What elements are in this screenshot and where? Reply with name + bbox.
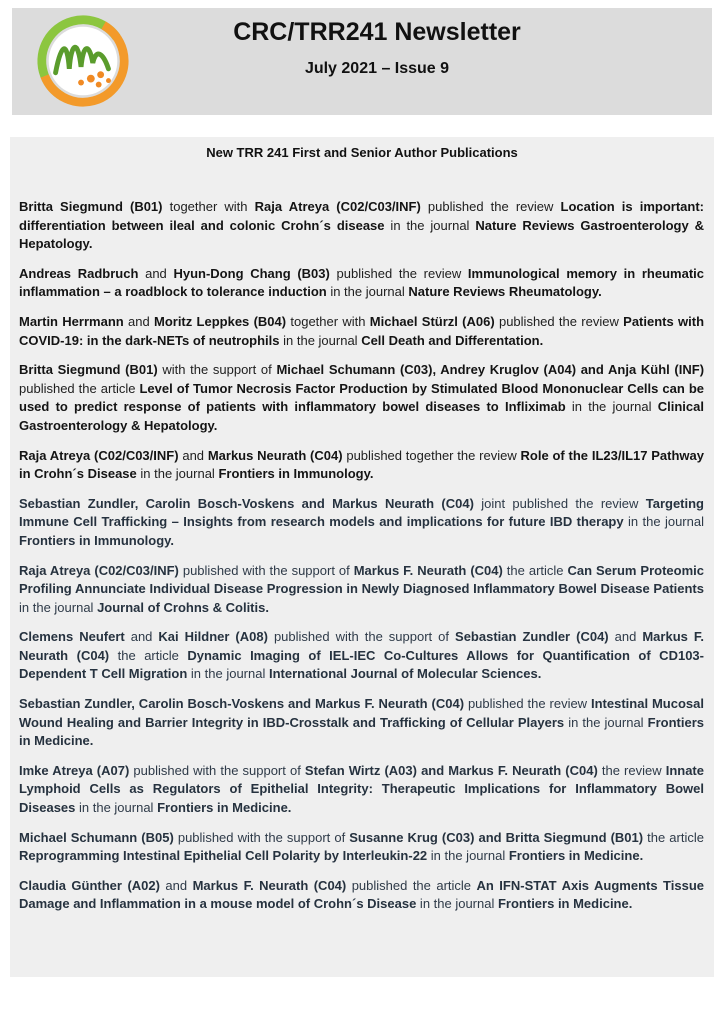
publication-bold-text: Frontiers in Medicine. xyxy=(497,896,633,912)
publication-bold-text: Britta Siegmund (B01) xyxy=(19,199,163,214)
publication-bold-text: Sebastian Zundler, Carolin Bosch-Voskens and Markus F. Neurath (C04) xyxy=(19,696,465,712)
publication-entry xyxy=(19,562,704,618)
publication-text: published the review xyxy=(494,313,624,329)
publication-bold-text: Reprogramming Intestinal Epithelial Cell Polarity by Interleukin-22 xyxy=(19,848,428,864)
publication-text: published with the support of xyxy=(173,829,350,845)
newsletter-title: CRC/TRR241 Newsletter xyxy=(233,18,521,46)
publication-entry xyxy=(19,762,704,818)
publication-text: the article xyxy=(643,829,704,845)
publication-bold-text: Moritz Leppkes (B04) xyxy=(153,313,287,329)
publication-entry xyxy=(19,877,704,914)
publication-text: in the journal xyxy=(564,714,648,730)
publication-entry xyxy=(19,361,704,435)
publication-bold-text: International Journal of Molecular Sciences. xyxy=(268,666,542,682)
publication-bold-text: Martin Herrmann xyxy=(19,313,124,329)
publication-bold-text: Can Serum Proteomic Profiling Annunciate Individual Disease Progression in Newly Diagnosed Inflammatory Bowel Disease Patients xyxy=(19,562,704,597)
publication-bold-text: Journal of Crohns & Colitis. xyxy=(97,599,269,615)
publication-text: the article xyxy=(109,647,188,663)
publication-bold-text: Markus F. Neurath (C04) xyxy=(19,629,704,663)
publication-bold-text: Intestinal Mucosal Wound Healing and Barrier Integrity in IBD-Crosstalk and Trafficking of Cellular Players xyxy=(19,696,704,730)
publication-bold-text: Britta Siegmund (B01) xyxy=(19,362,158,378)
publication-bold-text: Michael Schumann (B05) xyxy=(19,829,174,845)
issue-date: July 2021 – Issue 9 xyxy=(304,60,450,77)
publication-entry xyxy=(19,447,704,484)
publication-bold-text: Clinical Gastroenterology & Hepatology. xyxy=(19,399,704,433)
publication-text: and xyxy=(178,447,208,463)
publication-bold-text: Raja Atreya (C02/C03/INF) xyxy=(19,562,179,578)
publication-bold-text: Hyun-Dong Chang (B03) xyxy=(173,265,330,281)
publication-text: published the article xyxy=(346,877,477,893)
publication-text: and xyxy=(159,877,193,893)
publication-bold-text: Level of Tumor Necrosis Factor Production by Stimulated Blood Mononuclear Cells can be used to predict response of patients with inflammatory bowel diseases to Infliximab xyxy=(19,380,704,415)
publication-bold-text: Nature Reviews Rheumatology. xyxy=(408,284,602,300)
publication-bold-text: Michael Schumann (C03), Andrey Kruglov (A04) and Anja Kühl (INF) xyxy=(276,362,705,378)
publication-bold-text: Raja Atreya (C02/C03/INF) xyxy=(254,199,421,214)
publication-bold-text: Immunological memory in rheumatic inflammation – a roadblock to tolerance induction xyxy=(19,265,704,300)
publication-bold-text: Claudia Günther (A02) xyxy=(19,877,160,893)
publication-bold-text: Targeting Immune Cell Trafficking – Insights from research models and implications for future IBD therapy xyxy=(19,495,704,530)
publication-text: joint published the review xyxy=(473,495,646,511)
publication-entry xyxy=(19,695,704,751)
publication-bold-text: Role of the IL23/IL17 Pathway in Crohn´s Disease xyxy=(19,447,704,482)
publication-bold-text: Sebastian Zundler (C04) xyxy=(455,629,609,645)
publication-text: the article xyxy=(502,562,568,578)
publication-bold-text: Michael Stürzl (A06) xyxy=(369,313,495,329)
publication-bold-text: Raja Atreya (C02/C03/INF) xyxy=(19,447,179,463)
publication-text: published together the review xyxy=(342,447,521,463)
publication-text: published with the support of xyxy=(178,562,354,578)
publication-text: together with xyxy=(286,313,370,329)
publication-text: in the journal xyxy=(623,514,704,530)
publication-bold-text: Patients with COVID-19: in the dark-NETs of neutrophils xyxy=(19,313,705,348)
publication-bold-text: Markus F. Neurath (C04) xyxy=(353,562,503,578)
section-title: New TRR 241 First and Senior Author Publications xyxy=(206,145,518,160)
publication-text: in the journal xyxy=(565,399,658,415)
publication-text: with the support of xyxy=(157,362,277,378)
publication-text: published with the support of xyxy=(267,629,456,645)
publication-bold-text: Susanne Krug (C03) and Britta Siegmund (B01) xyxy=(349,829,644,845)
publication-text: and xyxy=(608,629,643,645)
publication-text: and xyxy=(138,265,174,281)
publication-text: in the journal xyxy=(187,666,269,682)
publication-list xyxy=(19,198,704,925)
publication-text: together with xyxy=(162,199,255,214)
publication-bold-text: Markus Neurath (C04) xyxy=(207,447,343,463)
publication-text: in the journal xyxy=(136,466,219,482)
publication-bold-text: Imke Atreya (A07) xyxy=(19,762,130,778)
publication-text: published the review xyxy=(329,265,468,281)
publication-bold-text: Clemens Neufert xyxy=(19,629,125,645)
publication-text: published the review xyxy=(420,199,561,214)
publication-bold-text: Frontiers in Medicine. xyxy=(508,848,644,864)
publication-text: the review xyxy=(597,762,666,778)
publication-text: in the journal xyxy=(19,599,98,615)
publication-bold-text: Frontiers in Medicine. xyxy=(157,800,292,816)
publication-entry xyxy=(19,265,704,302)
publication-bold-text: Innate Lymphoid Cells as Regulators of Epithelial Integrity: Therapeutic Implications for Inflammatory Bowel Diseases xyxy=(19,762,704,816)
publication-bold-text: Stefan Wirtz (A03) and Markus F. Neurath (C04) xyxy=(304,762,598,778)
publication-bold-text: Sebastian Zundler, Carolin Bosch-Voskens and Markus Neurath (C04) xyxy=(19,495,474,511)
publications-panel xyxy=(10,137,714,977)
publication-text: published with the support of xyxy=(129,762,305,778)
publication-text: published the article xyxy=(19,380,140,396)
publication-bold-text: Dynamic Imaging of IEL-IEC Co-Cultures Allows for Quantification of CD103-Dependent T Cell Migration xyxy=(19,647,704,682)
publication-text: and xyxy=(124,629,159,645)
publication-entry xyxy=(19,495,704,551)
publication-entry xyxy=(19,313,704,350)
publication-bold-text: Cell Death and Differentation. xyxy=(361,332,544,348)
publication-text: in the journal xyxy=(75,800,158,816)
publication-text: in the journal xyxy=(326,284,409,300)
publication-text: and xyxy=(123,313,154,329)
publication-entry xyxy=(19,198,704,254)
publication-bold-text: Kai Hildner (A08) xyxy=(158,629,268,645)
publication-text: in the journal xyxy=(427,848,509,864)
publication-text: in the journal xyxy=(279,332,362,348)
publication-bold-text: Frontiers in Immunology. xyxy=(19,532,175,548)
publication-bold-text: An IFN-STAT Axis Augments Tissue Damage and Inflammation in a mouse model of Crohn´s Disease xyxy=(19,877,704,912)
publication-bold-text: Location is important: differentiation between ileal and colonic Crohn´s disease xyxy=(19,199,705,233)
publication-bold-text: Markus F. Neurath (C04) xyxy=(192,877,347,893)
publication-entry xyxy=(19,829,704,866)
publication-bold-text: Andreas Radbruch xyxy=(19,265,139,281)
publication-text: in the journal xyxy=(384,217,476,233)
publication-text: in the journal xyxy=(416,896,498,912)
publication-entry xyxy=(19,628,704,684)
publication-bold-text: Nature Reviews Gastroenterology & Hepatology. xyxy=(19,217,704,252)
publication-text: published the review xyxy=(464,696,591,712)
publication-bold-text: Frontiers in Immunology. xyxy=(218,466,374,482)
publication-bold-text: Frontiers in Medicine. xyxy=(19,714,704,749)
newsletter-header xyxy=(12,8,712,115)
